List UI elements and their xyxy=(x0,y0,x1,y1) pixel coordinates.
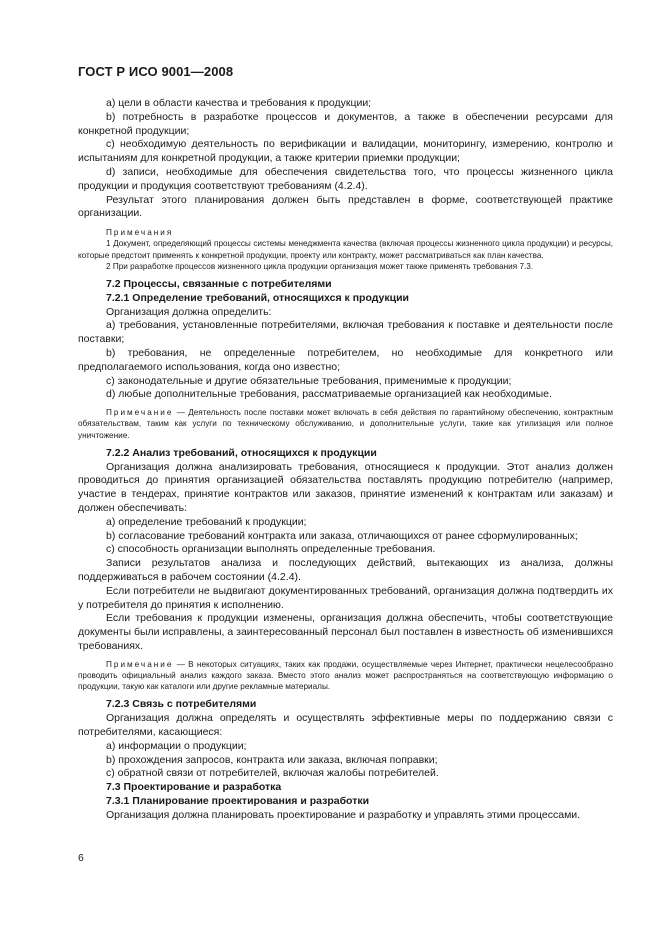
list-item: c) необходимую деятельность по верификации и валидации, мониторингу, измерению, контролю и испытаниям для конкретной продукции, а также критерии приемки продукции; xyxy=(78,138,613,165)
document-header: ГОСТ Р ИСО 9001—2008 xyxy=(78,64,234,79)
notes-heading: Примечания xyxy=(106,228,174,238)
paragraph: Если потребители не выдвигают документированных требований, организация должна подтвердить их у потребителя до принятия к исполнению. xyxy=(78,584,613,611)
list-item: a) информации о продукции; xyxy=(106,739,247,752)
list-item: d) любые дополнительные требования, рассматриваемые организацией как необходимые. xyxy=(106,388,552,401)
note-text: — Деятельность после поставки может включать в себя действия по гарантийному обеспечению, контрактным обязательствам, таким как услуги по техническому обслуживанию, и дополнительные услуги, такие как утилизация или полное уничтожение. xyxy=(78,408,614,440)
list-item: c) способность организации выполнять определенные требования. xyxy=(106,543,436,556)
page-number: 6 xyxy=(78,852,84,864)
list-item: b) потребность в разработке процессов и документов, а также в обеспечении ресурсами для конкретной продукции; xyxy=(78,110,613,137)
list-item: a) определение требований к продукции; xyxy=(106,515,307,528)
section-heading-7-3-1: 7.3.1 Планирование проектирования и разработки xyxy=(106,794,370,807)
section-heading-7-3: 7.3 Проектирование и разработка xyxy=(106,781,282,794)
list-item: a) цели в области качества и требования к продукции; xyxy=(106,97,372,109)
paragraph: Организация должна определять и осуществлять эффективные меры по поддержанию связи с потребителями, касающиеся: xyxy=(78,712,613,738)
note-item: 1 Документ, определяющий процессы системы менеджмента качества (включая процессы жизненного цикла продукции) и ресурсы, которые предстоит применять к конкретной продукции, проекту или контракту, может рассматриваться как план качества. xyxy=(78,239,613,260)
list-item: c) законодательные и другие обязательные требования, применимые к продукции; xyxy=(106,374,512,387)
paragraph: Организация должна планировать проектирование и разработку и управлять этими процессами. xyxy=(106,808,581,821)
list-item: b) требования, не определенные потребителем, но необходимые для конкретного или предполагаемого использования, когда оно известно; xyxy=(78,346,613,373)
list-item: a) требования, установленные потребителями, включая требования к поставке и деятельности после поставки; xyxy=(78,319,613,346)
paragraph: Если требования к продукции изменены, организация должна обеспечить, чтобы соответствующие документы были исправлены, а заинтересованный персонал был поставлен в известность об изменившихся требованиях. xyxy=(78,612,614,652)
paragraph: Записи результатов анализа и последующих действий, вытекающих из анализа, должны поддерживаться в рабочем состоянии (4.2.4). xyxy=(78,557,613,583)
note-label: Примечание xyxy=(106,659,174,669)
paragraph: Результат этого планирования должен быть представлен в форме, соответствующей практике организации. xyxy=(78,193,613,220)
list-item: b) согласование требований контракта или заказа, отличающихся от ранее сформулированных; xyxy=(106,529,578,542)
paragraph: Организация должна анализировать требования, относящиеся к продукции. Этот анализ должен проводиться до принятия организацией обязательства поставлять продукцию потребителю (например, участие в тендерах, принятие контрактов или заказов, принятие изменений к контрактам или заказам) и должен обеспечивать: xyxy=(78,460,613,514)
note-paragraph xyxy=(78,659,613,693)
note-paragraph xyxy=(78,407,613,441)
section-heading-7-2-1: 7.2.1 Определение требований, относящихся к продукции xyxy=(106,291,409,304)
list-item: c) обратной связи от потребителей, включая жалобы потребителей. xyxy=(106,767,439,780)
document-body xyxy=(78,97,613,823)
paragraph: Организация должна определить: xyxy=(106,305,272,318)
list-item: d) записи, необходимые для обеспечения свидетельства того, что процессы жизненного цикла продукции и продукция соответствуют требованиям (4.2.4). xyxy=(78,165,613,192)
section-heading-7-2: 7.2 Процессы, связанные с потребителями xyxy=(106,277,332,290)
note-text: — В некоторых ситуациях, таких как продажи, осуществляемые через Интернет, практически нецелесообразно проводить официальный анализ каждого заказа. Вместо этого анализ может распространяться на соответствующую информацию о продукции, такую как каталоги или другие рекламные материалы. xyxy=(78,659,613,692)
note-item: 2 При разработке процессов жизненного цикла продукции организация может также применять требования 7.3. xyxy=(106,261,534,271)
section-heading-7-2-3: 7.2.3 Связь с потребителями xyxy=(106,698,257,711)
note-label: Примечание xyxy=(106,408,174,418)
section-heading-7-2-2: 7.2.2 Анализ требований, относящихся к продукции xyxy=(106,446,377,459)
list-item: b) прохождения запросов, контракта или заказа, включая поправки; xyxy=(106,753,438,766)
